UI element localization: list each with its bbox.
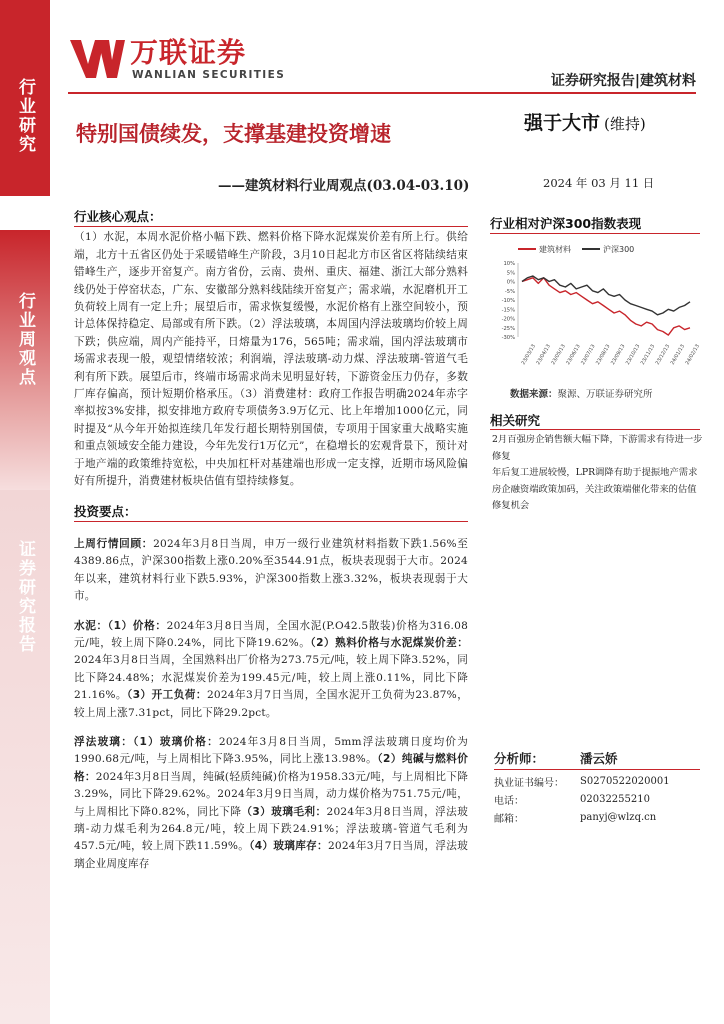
- sidebar-top-block: [0, 0, 50, 196]
- cement-clinker-label: （2）熟料价格与水泥煤炭价差：: [310, 636, 468, 649]
- source-text: 聚源、万联证券研究所: [557, 389, 653, 400]
- logo-name-cn: 万联证券: [130, 36, 247, 69]
- glass-label: 浮法玻璃：（1）玻璃价格：: [74, 735, 219, 748]
- glass-margin-text: 2024年3月8日当周，浮法玻璃-动力煤毛利为264.8元/吨，较上周下跌24.91%；浮法玻璃-管道气毛利为457.5元/吨，较上周下跌11.59%。: [74, 805, 468, 853]
- core-text: （1）水泥，本周水泥价格小幅下跌、燃料价格下降水泥煤炭价差有所上行。供给端，北方十五省区仍处于采暖错峰生产阶段，3月10日起北方市区省区将陆续结束错峰生产，逐步开窑复产。南方省份，云南、贵州、重庆、福建、浙江大部分熟料线仍处于停窑状态，广东、安徽部分熟料线陆续开窑复产；需求端，水泥磨机开工负荷较上周有一定上升；展望后市，需求恢复缓慢，水泥价格有上涨空间较小，预计总体保持稳定、局部或有所下跌。（2）浮法玻璃，本周国内浮法玻璃均价较上周下跌；供应端，周内产能持平，日熔量为176，565吨；需求端，国内浮法玻璃市场需求表现一般，观望情绪较浓；利润端，浮法玻璃-动力煤、浮法玻璃-管道气毛利有所下跌。展望后市，终端市场需求尚未见明显好转，下游资金压力仍存，多数厂库存偏高，预计短期价格承压。（3）消费建材：政府工作报告明确2024年赤字率拟按3%安排，拟安排地方政府专项债务3.9万亿元、比上年增加1000亿元，同时提及“从今年开始拟连续几年发行超长期特别国债，专项用于国家重大战略实施和重点领域安全能力建设，今年先发行1万亿元”，在稳增长的宏观背景下，预计对于地产端的政策维持宽松，中央加杠杆对基建端也形成一定支撑，近期市场风险偏好有所提升，消费建材板块估值有望持续修复。: [74, 231, 468, 488]
- x-tick-label: 23/11/13: [639, 343, 657, 366]
- y-tick-label: -5%: [504, 288, 515, 295]
- y-tick-label: 10%: [503, 261, 515, 267]
- email-label: 邮箱：: [494, 813, 524, 825]
- glass-inventory-label: （4）玻璃库存：: [249, 840, 328, 853]
- analyst-name: 潘云娇: [580, 751, 618, 766]
- y-tick-label: -10%: [501, 298, 515, 304]
- sidebar-top-label: 行业研究: [15, 78, 35, 154]
- report-subtitle: ——建筑材料行业周观点(03.04-03.10): [218, 178, 470, 194]
- related-item[interactable]: 年后复工进展较慢，LPR调降有助于提振地产需求: [492, 467, 698, 478]
- y-tick-label: 0%: [506, 279, 515, 286]
- phone-label: 电话：: [494, 795, 524, 807]
- sidebar-mid-label: 行业周观点: [15, 292, 35, 387]
- rating: [524, 108, 646, 135]
- sidebar-mid-block: [0, 230, 50, 490]
- invest-heading: 投资要点：: [74, 503, 137, 519]
- y-tick-label: -15%: [501, 307, 515, 314]
- series-line-building-materials: [522, 278, 690, 335]
- x-tick-label: 23/07/13: [580, 343, 597, 366]
- analyst-name-row: [494, 748, 700, 768]
- analyst-cert-row: [494, 772, 700, 790]
- y-tick-label: -30%: [501, 335, 515, 341]
- cert-number: S0270522020001: [580, 775, 670, 787]
- x-tick-label: 23/05/13: [550, 343, 567, 366]
- x-tick-label: 23/12/13: [654, 343, 672, 366]
- report-date: 2024 年 03 月 11 日: [543, 176, 655, 190]
- chart-source: [510, 386, 653, 400]
- glass-price-text: 2024年3月8日当周，5mm浮法玻璃日度均价为1990.68元/吨，与上周相比下降3.95%，同比上涨13.98%。: [74, 735, 468, 766]
- rating-sub: (维持): [604, 115, 646, 133]
- email-address[interactable]: panyj@wlzq.cn: [580, 811, 657, 823]
- market-review-text: 2024年3月8日当周，申万一级行业建筑材料指数下跌1.56%至4389.86点，沪深300指数上涨0.20%至3544.91点，板块表现弱于大市。2024年以来，建筑材料行业下跌5.93%，沪深300指数上涨3.32%，板块表现弱于大市。: [74, 537, 468, 603]
- y-tick-label: -20%: [501, 316, 515, 323]
- x-tick-label: 23/09/13: [609, 343, 627, 366]
- legend-label: 沪深300: [603, 245, 635, 254]
- related-item[interactable]: 2月百强房企销售额大幅下降，下游需求有待进一步修复: [492, 434, 703, 462]
- glass-soda-text: 2024年3月8日当周，纯碱(轻质纯碱)价格为1958.33元/吨，与上周相比下降3.29%，同比下降29.62%。2024年3月9日当周，动力煤价格为751.75元/吨，与上周相比下降0.82%，同比下降: [74, 770, 469, 818]
- phone-number: 02032255210: [580, 793, 650, 805]
- cert-label: 执业证书编号：: [494, 777, 564, 789]
- x-tick-label: 23/04/13: [535, 343, 552, 366]
- chart-heading: 行业相对沪深300指数表现: [490, 216, 642, 231]
- index-performance-chart: [490, 237, 700, 377]
- source-label: 数据来源：: [510, 389, 558, 400]
- legend-label: 建筑材料: [539, 245, 571, 254]
- sidebar-bottom-label: 证券研究报告: [15, 540, 35, 654]
- y-tick-label: 5%: [506, 270, 515, 277]
- glass-soda-label: （2）纯碱与燃料价格：: [74, 753, 468, 783]
- related-item[interactable]: 房企融资端政策加码，关注政策端催化带来的估值修复机会: [492, 483, 697, 511]
- core-heading: 行业核心观点：: [74, 209, 162, 224]
- left-sidebar-band: [0, 0, 50, 1024]
- x-tick-label: 23/10/13: [624, 343, 642, 366]
- invest-heading-line: [74, 521, 468, 522]
- x-tick-label: 23/03/13: [520, 343, 537, 366]
- cement-label: 水泥：（1）价格：: [74, 619, 167, 632]
- invest-glass: [74, 734, 468, 873]
- cement-operating-text: 2024年3月7日当周，全国水泥开工负荷为23.87%，较上周上涨7.31pct，同比下降29.2pct。: [74, 689, 469, 719]
- cement-operating-label: （3）开工负荷：: [126, 689, 207, 702]
- x-tick-label: 23/08/13: [595, 343, 612, 366]
- cement-price-text: 2024年3月8日当周，全国水泥(P.O42.5散装)价格为316.08元/吨，较上周下降0.24%，同比下降19.62%。: [74, 619, 469, 649]
- market-review-label: 上周行情回顾：: [74, 537, 154, 550]
- related-heading: 相关研究: [490, 413, 541, 428]
- analyst-divider: [494, 769, 700, 770]
- analyst-email-row: [494, 808, 700, 826]
- logo-name-en: WANLIAN SECURITIES: [132, 69, 286, 81]
- invest-market-review: [74, 536, 468, 606]
- glass-margin-label: （3）玻璃毛利：: [241, 805, 327, 818]
- chart-heading-line: [490, 233, 700, 234]
- analyst-label: 分析师：: [494, 751, 545, 766]
- main-column: [74, 208, 468, 873]
- wanlian-logo-icon: [68, 38, 126, 80]
- report-type: 证券研究报告|建筑材料: [550, 73, 696, 89]
- related-heading-line: [490, 429, 700, 430]
- core-heading-line: [74, 226, 468, 227]
- chart-svg: [490, 237, 700, 377]
- analyst-block: [494, 748, 700, 826]
- x-tick-label: 23/06/13: [565, 343, 582, 366]
- header-divider: [68, 92, 696, 94]
- y-tick-label: -25%: [501, 325, 515, 332]
- sidebar-bottom-block: [0, 490, 50, 1024]
- x-tick-label: 24/01/13: [669, 343, 687, 366]
- x-tick-label: 24/02/13: [684, 343, 700, 366]
- analyst-phone-row: [494, 790, 700, 808]
- glass-inventory-text: 2024年3月7日当周，浮法玻璃企业周度库存: [74, 840, 468, 870]
- rating-main: 强于大市: [524, 112, 601, 134]
- related-research-list: [492, 432, 704, 515]
- cement-clinker-text: 2024年3月8日当周，全国熟料出厂价格为273.75元/吨，较上周下降3.52%，同比下降24.48%；水泥煤炭价差为199.45元/吨，较上周上涨0.11%，同比下降21.16%。: [74, 654, 468, 702]
- company-logo: [68, 38, 285, 81]
- invest-cement: [74, 618, 468, 722]
- report-title: 特别国债续发，支撑基建投资增速: [76, 122, 391, 146]
